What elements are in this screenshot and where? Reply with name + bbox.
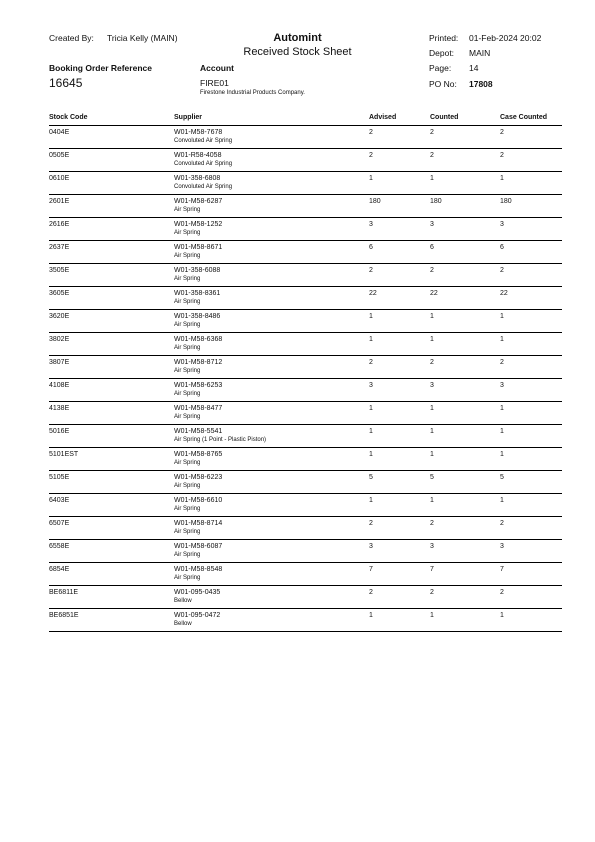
supplier-code-cell: W01-M58-5541	[174, 428, 223, 435]
description-cell: Convoluted Air Spring	[174, 184, 233, 190]
case-counted-cell: 1	[500, 497, 504, 504]
supplier-code-cell: W01-M58-8765	[174, 451, 223, 458]
case-counted-cell: 2	[500, 152, 504, 159]
case-counted-cell: 7	[500, 566, 504, 573]
table-row	[49, 517, 562, 540]
counted-cell: 2	[430, 520, 434, 527]
supplier-code-cell: W01-R58-4058	[174, 152, 222, 159]
col-header-stock-code: Stock Code	[49, 114, 88, 121]
po-label: PO No:	[429, 79, 457, 89]
advised-cell: 1	[369, 612, 373, 619]
advised-cell: 5	[369, 474, 373, 481]
table-row	[49, 126, 562, 149]
stock-code-cell: 4108E	[49, 382, 70, 389]
supplier-code-cell: W01-358-8361	[174, 290, 221, 297]
case-counted-cell: 1	[500, 175, 504, 182]
case-counted-cell: 3	[500, 382, 504, 389]
description-cell: Air Spring	[174, 391, 201, 397]
supplier-code-cell: W01-M58-6610	[174, 497, 223, 504]
case-counted-cell: 1	[500, 405, 504, 412]
table-row	[49, 218, 562, 241]
counted-cell: 2	[430, 359, 434, 366]
table-row	[49, 241, 562, 264]
table-row	[49, 425, 562, 448]
supplier-code-cell: W01-358-6808	[174, 175, 221, 182]
supplier-code-cell: W01-M58-8671	[174, 244, 223, 251]
case-counted-cell: 1	[500, 612, 504, 619]
stock-code-cell: 3620E	[49, 313, 70, 320]
counted-cell: 1	[430, 497, 434, 504]
description-cell: Air Spring	[174, 345, 201, 351]
table-row	[49, 195, 562, 218]
case-counted-cell: 2	[500, 589, 504, 596]
stock-code-cell: 3802E	[49, 336, 70, 343]
supplier-code-cell: W01-M58-8714	[174, 520, 223, 527]
company-name: Automint	[273, 32, 322, 44]
col-header-advised: Advised	[369, 114, 397, 121]
description-cell: Convoluted Air Spring	[174, 138, 233, 144]
case-counted-cell: 2	[500, 129, 504, 136]
page-label: Page:	[429, 63, 452, 73]
counted-cell: 2	[430, 129, 434, 136]
description-cell: Air Spring	[174, 414, 201, 420]
case-counted-cell: 1	[500, 428, 504, 435]
account-code: FIRE01	[200, 78, 229, 88]
supplier-code-cell: W01-M58-6253	[174, 382, 223, 389]
table-row	[49, 149, 562, 172]
counted-cell: 2	[430, 589, 434, 596]
counted-cell: 6	[430, 244, 434, 251]
description-cell: Air Spring	[174, 299, 201, 305]
table-row	[49, 333, 562, 356]
stock-code-cell: 3807E	[49, 359, 70, 366]
description-cell: Air Spring	[174, 460, 201, 466]
case-counted-cell: 22	[500, 290, 508, 297]
po-value: 17808	[469, 79, 493, 89]
table-header	[49, 114, 562, 126]
booking-value: 16645	[49, 76, 83, 90]
case-counted-cell: 1	[500, 313, 504, 320]
advised-cell: 2	[369, 359, 373, 366]
supplier-code-cell: W01-M58-6087	[174, 543, 223, 550]
stock-code-cell: BE6811E	[49, 589, 79, 596]
table-row	[49, 471, 562, 494]
table-row	[49, 310, 562, 333]
col-header-supplier: Supplier	[174, 114, 203, 121]
supplier-code-cell: W01-358-6088	[174, 267, 221, 274]
printed-label: Printed:	[429, 33, 459, 43]
description-cell: Air Spring	[174, 575, 201, 581]
advised-cell: 2	[369, 152, 373, 159]
table-row	[49, 448, 562, 471]
advised-cell: 6	[369, 244, 373, 251]
booking-label: Booking Order Reference	[49, 63, 152, 73]
account-label: Account	[200, 63, 234, 73]
stock-code-cell: 5101EST	[49, 451, 79, 458]
table-row	[49, 609, 562, 632]
supplier-code-cell: W01-358-8486	[174, 313, 221, 320]
stock-code-cell: 2616E	[49, 221, 70, 228]
case-counted-cell: 2	[500, 267, 504, 274]
description-cell: Air Spring	[174, 529, 201, 535]
description-cell: Air Spring (1 Point - Plastic Piston)	[174, 437, 267, 443]
advised-cell: 1	[369, 451, 373, 458]
counted-cell: 1	[430, 451, 434, 458]
stock-code-cell: 0505E	[49, 152, 70, 159]
case-counted-cell: 1	[500, 451, 504, 458]
supplier-code-cell: W01-M58-8548	[174, 566, 223, 573]
advised-cell: 3	[369, 221, 373, 228]
counted-cell: 1	[430, 612, 434, 619]
stock-code-cell: 6558E	[49, 543, 70, 550]
case-counted-cell: 1	[500, 336, 504, 343]
advised-cell: 2	[369, 129, 373, 136]
counted-cell: 1	[430, 336, 434, 343]
counted-cell: 7	[430, 566, 434, 573]
created-by-label: Created By:	[49, 33, 94, 43]
description-cell: Air Spring	[174, 322, 201, 328]
case-counted-cell: 5	[500, 474, 504, 481]
stock-code-cell: 2601E	[49, 198, 70, 205]
stock-code-cell: 5016E	[49, 428, 70, 435]
table-row	[49, 494, 562, 517]
report-title: Received Stock Sheet	[243, 46, 352, 58]
counted-cell: 22	[430, 290, 438, 297]
created-by-value: Tricia Kelly (MAIN)	[107, 33, 178, 43]
supplier-code-cell: W01-M58-6223	[174, 474, 223, 481]
supplier-code-cell: W01-095-0435	[174, 589, 221, 596]
case-counted-cell: 6	[500, 244, 504, 251]
counted-cell: 2	[430, 152, 434, 159]
advised-cell: 1	[369, 405, 373, 412]
counted-cell: 3	[430, 543, 434, 550]
stock-code-cell: 6507E	[49, 520, 70, 527]
counted-cell: 1	[430, 428, 434, 435]
table-row	[49, 402, 562, 425]
advised-cell: 1	[369, 313, 373, 320]
depot-label: Depot:	[429, 48, 455, 58]
description-cell: Air Spring	[174, 552, 201, 558]
table-row	[49, 563, 562, 586]
stock-table	[49, 114, 562, 632]
counted-cell: 1	[430, 313, 434, 320]
table-row	[49, 379, 562, 402]
account-name: Firestone Industrial Products Company.	[200, 90, 305, 96]
advised-cell: 7	[369, 566, 373, 573]
stock-code-cell: 3605E	[49, 290, 70, 297]
supplier-code-cell: W01-M58-6368	[174, 336, 223, 343]
supplier-code-cell: W01-M58-8712	[174, 359, 223, 366]
advised-cell: 22	[369, 290, 377, 297]
advised-cell: 1	[369, 175, 373, 182]
description-cell: Bellow	[174, 621, 192, 627]
stock-code-cell: 6854E	[49, 566, 70, 573]
table-row	[49, 540, 562, 563]
advised-cell: 2	[369, 267, 373, 274]
description-cell: Air Spring	[174, 207, 201, 213]
stock-code-cell: 4138E	[49, 405, 70, 412]
advised-cell: 2	[369, 589, 373, 596]
description-cell: Air Spring	[174, 253, 201, 259]
description-cell: Air Spring	[174, 368, 201, 374]
table-row	[49, 586, 562, 609]
table-row	[49, 287, 562, 310]
stock-code-cell: 3505E	[49, 267, 70, 274]
case-counted-cell: 3	[500, 543, 504, 550]
col-header-counted: Counted	[430, 114, 459, 121]
case-counted-cell: 2	[500, 359, 504, 366]
table-row	[49, 264, 562, 287]
counted-cell: 180	[430, 198, 442, 205]
supplier-code-cell: W01-M58-8477	[174, 405, 223, 412]
counted-cell: 1	[430, 405, 434, 412]
stock-code-cell: 0610E	[49, 175, 70, 182]
advised-cell: 2	[369, 520, 373, 527]
col-header-case-counted: Case Counted	[500, 114, 548, 121]
description-cell: Convoluted Air Spring	[174, 161, 233, 167]
table-row	[49, 356, 562, 379]
supplier-code-cell: W01-M58-1252	[174, 221, 223, 228]
depot-value: MAIN	[469, 48, 491, 58]
description-cell: Air Spring	[174, 506, 201, 512]
table-row	[49, 172, 562, 195]
description-cell: Air Spring	[174, 230, 201, 236]
counted-cell: 2	[430, 267, 434, 274]
advised-cell: 3	[369, 382, 373, 389]
printed-value: 01-Feb-2024 20:02	[469, 33, 542, 43]
stock-code-cell: 6403E	[49, 497, 70, 504]
description-cell: Air Spring	[174, 483, 201, 489]
advised-cell: 1	[369, 497, 373, 504]
counted-cell: 5	[430, 474, 434, 481]
description-cell: Air Spring	[174, 276, 201, 282]
case-counted-cell: 180	[500, 198, 512, 205]
page-value: 14	[469, 63, 479, 73]
stock-code-cell: BE6851E	[49, 612, 79, 619]
advised-cell: 1	[369, 336, 373, 343]
counted-cell: 3	[430, 221, 434, 228]
case-counted-cell: 2	[500, 520, 504, 527]
counted-cell: 1	[430, 175, 434, 182]
advised-cell: 180	[369, 198, 381, 205]
supplier-code-cell: W01-M58-7678	[174, 129, 223, 136]
case-counted-cell: 3	[500, 221, 504, 228]
advised-cell: 1	[369, 428, 373, 435]
stock-code-cell: 2637E	[49, 244, 70, 251]
description-cell: Bellow	[174, 598, 192, 604]
advised-cell: 3	[369, 543, 373, 550]
stock-code-cell: 5105E	[49, 474, 70, 481]
counted-cell: 3	[430, 382, 434, 389]
supplier-code-cell: W01-M58-6287	[174, 198, 223, 205]
supplier-code-cell: W01-095-0472	[174, 612, 221, 619]
stock-code-cell: 0404E	[49, 129, 70, 136]
